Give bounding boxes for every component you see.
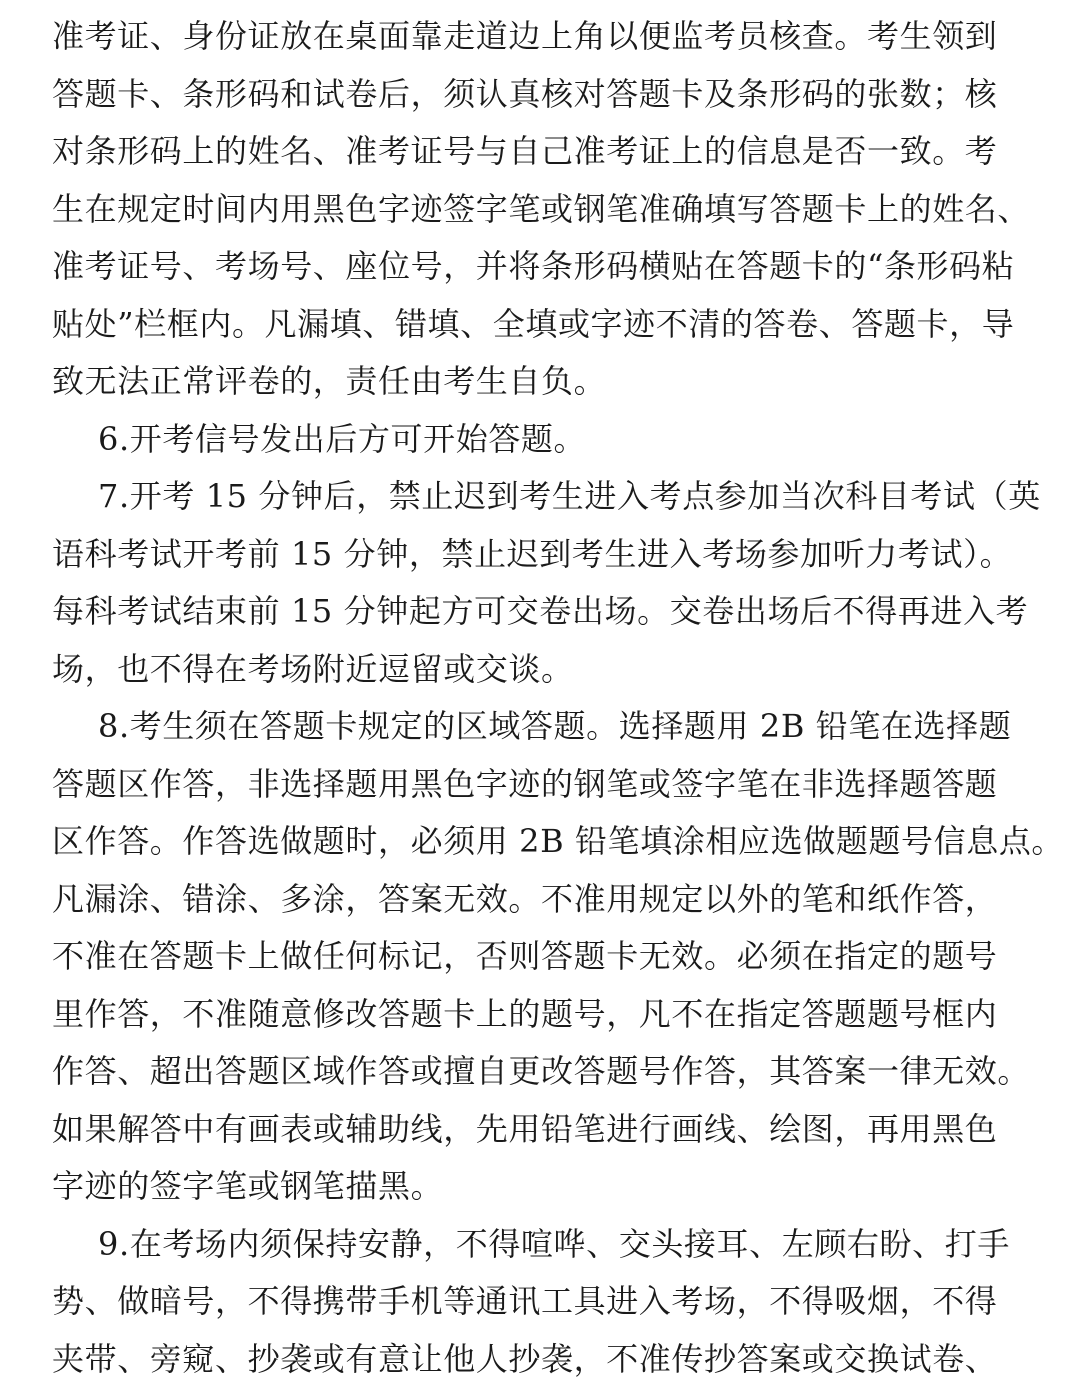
text-line: 对条形码上的姓名、准考证号与自己准考证上的信息是否一致。考 [52, 123, 1022, 181]
text-line: 字迹的签字笔或钢笔描黑。 [52, 1158, 1022, 1216]
text-line: 不准在答题卡上做任何标记，否则答题卡无效。必须在指定的题号 [52, 928, 1022, 986]
text-line: 7.开考 15 分钟后，禁止迟到考生进入考点参加当次科目考试（英 [52, 468, 1022, 526]
text-line: 9.在考场内须保持安静，不得喧哗、交头接耳、左顾右盼、打手 [52, 1216, 1022, 1274]
text-line: 8.考生须在答题卡规定的区域答题。选择题用 2B 铅笔在选择题 [52, 698, 1022, 756]
text-line: 凡漏涂、错涂、多涂，答案无效。不准用规定以外的笔和纸作答， [52, 871, 1022, 929]
text-line: 如果解答中有画表或辅助线，先用铅笔进行画线、绘图，再用黑色 [52, 1101, 1022, 1159]
paragraph-rule-6 [52, 411, 1022, 469]
text-line: 6.开考信号发出后方可开始答题。 [52, 411, 1022, 469]
text-line: 势、做暗号，不得携带手机等通讯工具进入考场，不得吸烟，不得 [52, 1273, 1022, 1331]
text-line: 里作答，不准随意修改答题卡上的题号，凡不在指定答题题号框内 [52, 986, 1022, 1044]
text-line: 每科考试结束前 15 分钟起方可交卷出场。交卷出场后不得再进入考 [52, 583, 1022, 641]
paragraph-rule-5-continued [52, 8, 1022, 411]
text-line: 生在规定时间内用黑色字迹签字笔或钢笔准确填写答题卡上的姓名、 [52, 181, 1022, 239]
text-line: 准考证号、考场号、座位号，并将条形码横贴在答题卡的“条形码粘 [52, 238, 1022, 296]
text-line: 夹带、旁窥、抄袭或有意让他人抄袭，不准传抄答案或交换试卷、 [52, 1331, 1022, 1388]
text-line: 答题卡、条形码和试卷后，须认真核对答题卡及条形码的张数；核 [52, 66, 1022, 124]
text-line: 贴处”栏框内。凡漏填、错填、全填或字迹不清的答卷、答题卡，导 [52, 296, 1022, 354]
text-line: 场，也不得在考场附近逗留或交谈。 [52, 641, 1022, 699]
document-page [52, 8, 1022, 1388]
text-line: 准考证、身份证放在桌面靠走道边上角以便监考员核查。考生领到 [52, 8, 1022, 66]
text-line: 致无法正常评卷的，责任由考生自负。 [52, 353, 1022, 411]
text-line: 答题区作答，非选择题用黑色字迹的钢笔或签字笔在非选择题答题 [52, 756, 1022, 814]
text-line: 语科考试开考前 15 分钟，禁止迟到考生进入考场参加听力考试）。 [52, 526, 1022, 584]
text-line: 作答、超出答题区域作答或擅自更改答题号作答，其答案一律无效。 [52, 1043, 1022, 1101]
text-line: 区作答。作答选做题时，必须用 2B 铅笔填涂相应选做题题号信息点。 [52, 813, 1022, 871]
paragraph-rule-8 [52, 698, 1022, 1216]
paragraph-rule-7 [52, 468, 1022, 698]
paragraph-rule-9 [52, 1216, 1022, 1388]
